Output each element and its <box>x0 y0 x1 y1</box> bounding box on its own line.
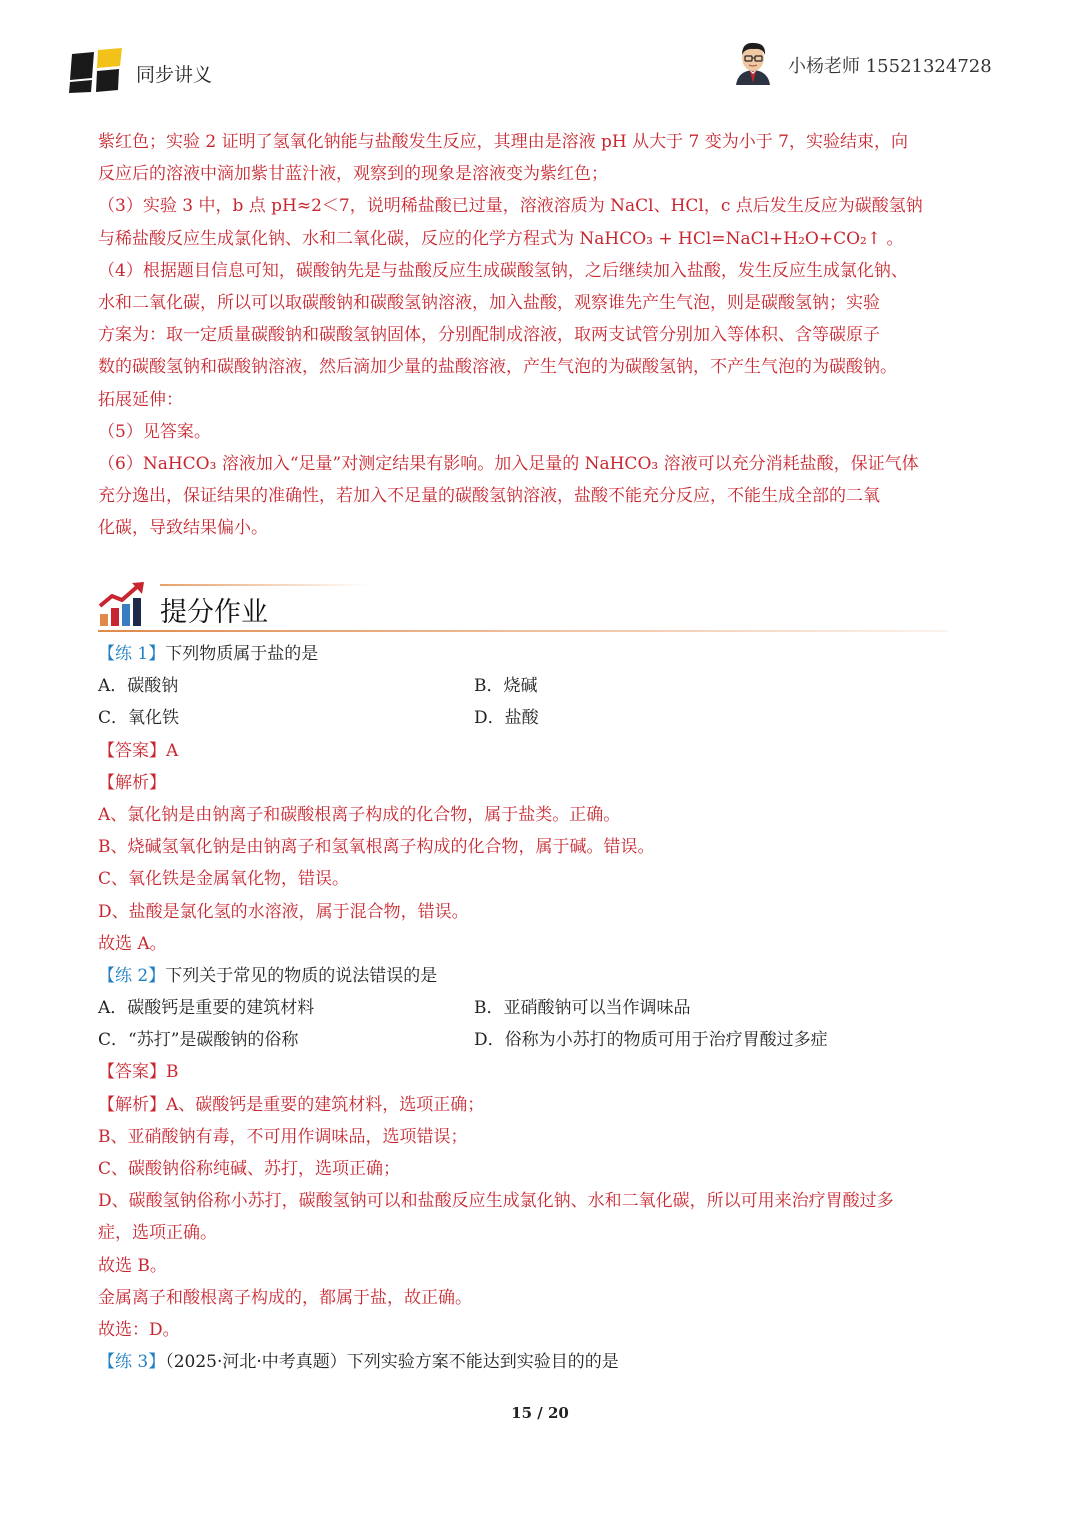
option-c: C．“苏打”是碳酸钠的俗称 <box>98 1030 299 1051</box>
solution-line: （6）NaHCO₃ 溶液加入“足量”对测定结果有影响。加入足量的 NaHCO₃ 溶液可以充分消耗盐酸，保证气体 <box>98 453 919 474</box>
options-row <box>98 702 988 734</box>
question-text: 下列物质属于盐的是 <box>165 644 319 664</box>
option-b: B．烧碱 <box>474 676 538 697</box>
analysis-line: 【解析】A、碳酸钙是重要的建筑材料，选项正确； <box>98 1094 485 1115</box>
answer-line: 【答案】B <box>98 1062 179 1083</box>
solution-line: 水和二氧化碳，所以可以取碳酸钠和碳酸氢钠溶液，加入盐酸，观察谁先产生气泡，则是碳酸氢钠；实验 <box>98 292 880 313</box>
option-b: B．亚硝酸钠可以当作调味品 <box>474 998 691 1019</box>
solution-line: （3）实验 3 中，b 点 pH≈2＜7，说明稀盐酸已过量，溶液溶质为 NaCl、HCl，c 点后发生反应为碳酸氢钠 <box>98 196 923 217</box>
option-d: D．俗称为小苏打的物质可用于治疗胃酸过多症 <box>474 1030 828 1051</box>
question-stem <box>98 960 988 992</box>
growth-chart-icon <box>98 580 148 628</box>
analysis-line: 症，选项正确。 <box>98 1223 217 1244</box>
section-title: 提分作业 <box>160 597 268 628</box>
solution-line: 拓展延伸： <box>98 389 183 410</box>
question-text: 下列关于常见的物质的说法错误的是 <box>165 965 438 986</box>
question-tag: 【练 1】 <box>98 644 166 664</box>
question-stem <box>98 1346 988 1378</box>
page-header <box>0 0 1080 110</box>
question-tag: 【练 2】 <box>98 965 166 986</box>
solution-line: 化碳，导致结果偏小。 <box>98 518 268 539</box>
section-header <box>98 578 948 638</box>
section-divider <box>98 630 948 632</box>
doc-title: 同步讲义 <box>136 64 213 86</box>
solution-block <box>98 126 988 544</box>
solution-line: （4）根据题目信息可知，碳酸钠先是与盐酸反应生成碳酸氢钠，之后继续加入盐酸，发生反应生成氯化钠、 <box>98 260 908 281</box>
option-c: C．氧化铁 <box>98 708 180 729</box>
page-number: 15 / 20 <box>511 1404 569 1422</box>
analysis-line: B、烧碱氢氧化钠是由钠离子和氢氧根离子构成的化合物，属于碱。错误。 <box>98 837 655 858</box>
solution-line: 紫红色；实验 2 证明了氢氧化钠能与盐酸发生反应，其理由是溶液 pH 从大于 7 变为小于 7，实验结束，向 <box>98 132 908 152</box>
analysis-line: 故选 A。 <box>98 933 167 954</box>
analysis-line: C、碳酸钠俗称纯碱、苏打，选项正确； <box>98 1159 401 1179</box>
teacher-avatar-icon <box>730 38 776 86</box>
analysis-line: B、亚硝酸钠有毒，不可用作调味品，选项错误； <box>98 1126 468 1147</box>
solution-line: 充分逸出，保证结果的准确性，若加入不足量的碳酸氢钠溶液，盐酸不能充分反应，不能生成全部的二氧 <box>98 486 880 507</box>
option-a: A．碳酸钙是重要的建筑材料 <box>98 998 315 1019</box>
solution-line: 与稀盐酸反应生成氯化钠、水和二氧化碳，反应的化学方程式为 NaHCO₃ + HCl=NaCl+H₂O+CO₂↑ 。 <box>98 228 904 249</box>
option-d: D．盐酸 <box>474 708 539 729</box>
options-row <box>98 1024 988 1056</box>
solution-line: （5）见答案。 <box>98 421 211 442</box>
options-row <box>98 670 988 702</box>
option-a: A．碳酸钠 <box>98 676 179 697</box>
solution-line: 数的碳酸氢钠和碳酸钠溶液，然后滴加少量的盐酸溶液，产生气泡的为碳酸氢钠，不产生气泡的为碳酸钠。 <box>98 357 897 378</box>
analysis-line: C、氧化铁是金属氧化物，错误。 <box>98 869 350 890</box>
logo-icon <box>68 46 126 94</box>
analysis-line: D、碳酸氢钠俗称小苏打，碳酸氢钠可以和盐酸反应生成氯化钠、水和二氧化碳，所以可用来治疗胃酸过多 <box>98 1191 894 1212</box>
answer-line: 【答案】A <box>98 740 179 761</box>
analysis-label: 【解析】 <box>98 772 166 793</box>
question-stem <box>98 638 988 670</box>
question-tag: 【练 3】 <box>98 1352 166 1373</box>
options-row <box>98 992 988 1024</box>
analysis-line: 故选：D。 <box>98 1319 180 1340</box>
analysis-line: A、氯化钠是由钠离子和碳酸根离子构成的化合物，属于盐类。正确。 <box>98 804 621 825</box>
question-text: （2025·河北·中考真题）下列实验方案不能达到实验目的的是 <box>165 1352 619 1373</box>
solution-line: 反应后的溶液中滴加紫甘蓝汁液，观察到的现象是溶液变为紫红色； <box>98 164 608 185</box>
analysis-line: 金属离子和酸根离子构成的，都属于盐，故正确。 <box>98 1287 472 1308</box>
exercise-block <box>98 638 988 1378</box>
solution-line: 方案为：取一定质量碳酸钠和碳酸氢钠固体，分别配制成溶液，取两支试管分别加入等体积、含等碳原子 <box>98 325 880 346</box>
analysis-line: 故选 B。 <box>98 1255 167 1276</box>
analysis-line: D、盐酸是氯化氢的水溶液，属于混合物，错误。 <box>98 901 469 922</box>
teacher-contact: 小杨老师 15521324728 <box>788 56 992 77</box>
section-top-rule <box>160 584 370 586</box>
